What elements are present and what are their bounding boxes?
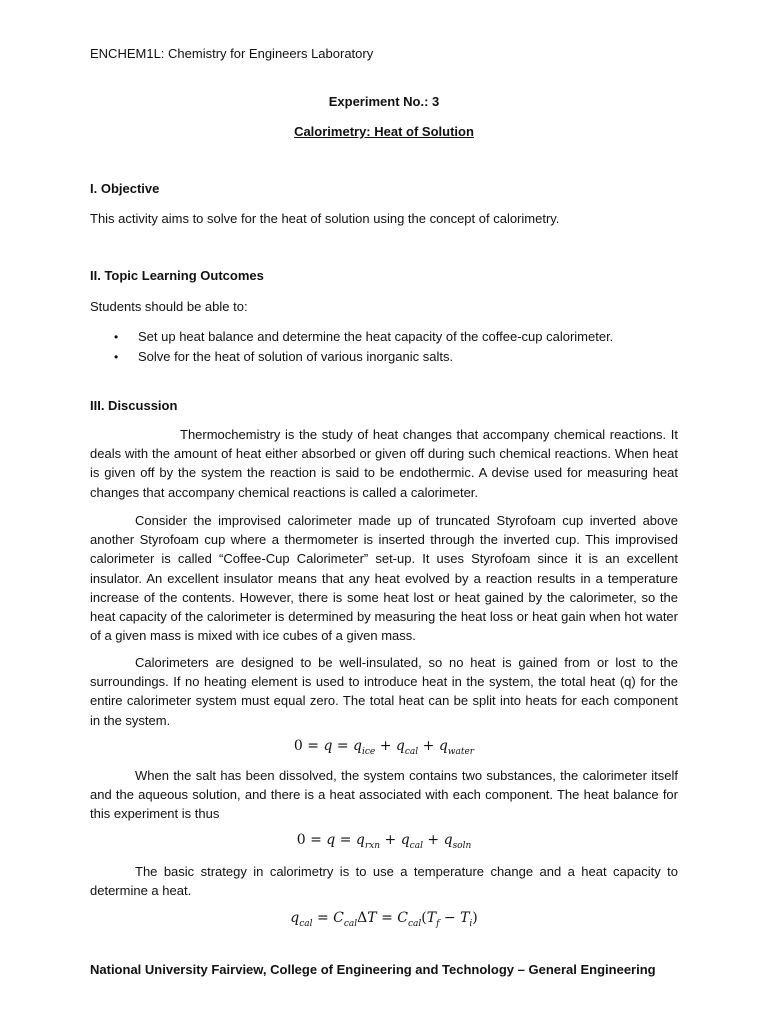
discussion-paragraph: When the salt has been dissolved, the system contains two substances, the calorimeter itself and the aqueous solution, and there is a heat associated with each component. The heat balance for this experiment is thus xyxy=(90,768,678,822)
page-footer: National University Fairview, College of Engineering and Technology – General Engineering xyxy=(90,962,656,977)
experiment-title: Calorimetry: Heat of Solution xyxy=(294,124,474,139)
bullet-icon: • xyxy=(114,350,119,364)
calorimeter-heat-equation: $q_{cal} = C_{cal}\Delta T = C_{cal}(T_f - T_i)$ xyxy=(290,910,478,929)
list-item xyxy=(90,347,678,367)
bullet-icon: • xyxy=(114,330,119,344)
discussion-paragraph: Calorimeters are designed to be well-insulated, so no heat is gained from or lost to the surroundings. If no heating element is used to introduce heat in the system, the total heat (q) for the entire calorimeter system must equal zero. The total heat can be split into heats for each component in the system. xyxy=(90,655,678,728)
heat-balance-equation-solution: $0 = q = q_{rxn} + q_{cal} + q_{soln}$ xyxy=(296,832,472,851)
objective-text: This activity aims to solve for the heat of solution using the concept of calorimetry. xyxy=(90,211,560,226)
list-item-text: Set up heat balance and determine the heat capacity of the coffee-cup calorimeter. xyxy=(138,329,614,344)
discussion-paragraph: The basic strategy in calorimetry is to use a temperature change and a heat capacity to determine a heat. xyxy=(90,864,678,899)
discussion-heading: III. Discussion xyxy=(90,398,178,413)
list-item xyxy=(90,327,678,347)
experiment-number: Experiment No.: 3 xyxy=(328,94,440,109)
list-item-text: Solve for the heat of solution of various inorganic salts. xyxy=(138,349,454,364)
objective-heading: I. Objective xyxy=(90,181,160,196)
discussion-paragraph: Thermochemistry is the study of heat changes that accompany chemical reactions. It deals with the amount of heat either absorbed or given off during such chemical reactions. When heat is given off by the system the reaction is said to be endothermic. A devise used for measuring heat changes that accompany chemical reactions is called a calorimeter. xyxy=(90,427,678,500)
course-header: ENCHEM1L: Chemistry for Engineers Laboratory xyxy=(90,46,374,61)
outcomes-heading: II. Topic Learning Outcomes xyxy=(90,268,264,283)
discussion-paragraph: Consider the improvised calorimeter made up of truncated Styrofoam cup inverted above another Styrofoam cup where a thermometer is inserted through the inverted cup. This improvised calorimeter is called “Coffee-Cup Calorimeter” set-up. It uses Styrofoam since it is an excellent insulator. An excellent insulator means that any heat evolved by a reaction results in a temperature increase of the contents. However, there is some heat lost or heat gained by the calorimeter, so the heat capacity of the calorimeter is determined by measuring the heat loss or heat gain when hot water of a given mass is mixed with ice cubes of a given mass. xyxy=(90,513,678,644)
outcomes-intro: Students should be able to: xyxy=(90,299,248,314)
heat-balance-equation-ice-water: $0 = q = q_{ice} + q_{cal} + q_{water}$ xyxy=(293,738,475,757)
outcomes-list xyxy=(90,327,678,367)
